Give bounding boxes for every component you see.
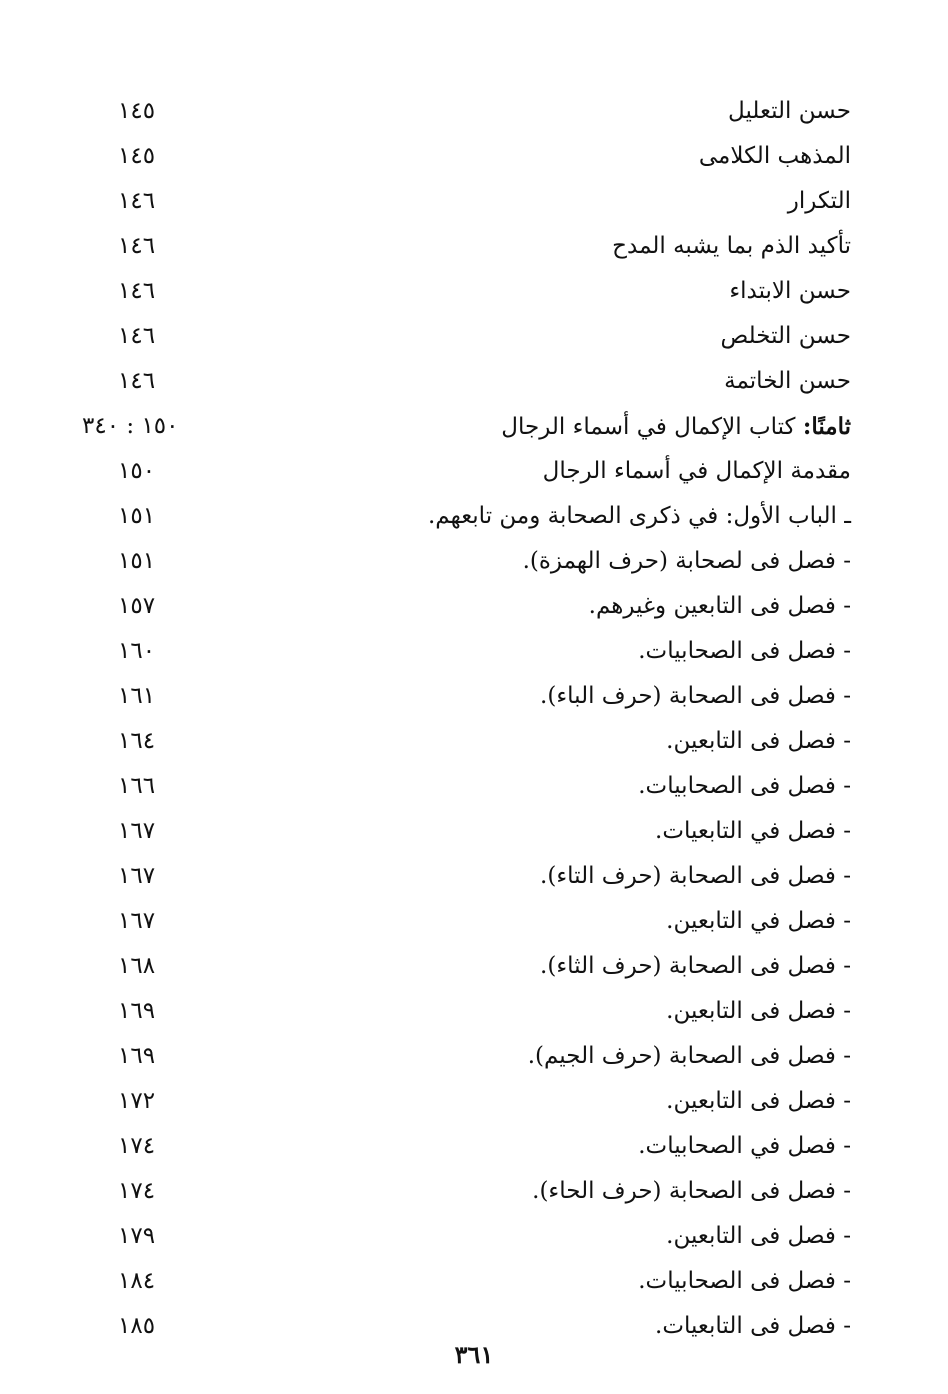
toc-entry-title: - فصل فى التابعيات.	[655, 1313, 851, 1339]
toc-entry-title: - فصل فى الصحابيات.	[638, 1268, 851, 1294]
toc-entry	[0, 947, 948, 992]
toc-entry-title: - فصل فى التابعين.	[666, 1223, 851, 1249]
toc-entry	[0, 92, 948, 137]
toc-entry	[0, 1037, 948, 1082]
toc-entry-page: ١٥١	[118, 503, 156, 529]
toc-entry-title: تأكيد الذم بما يشبه المدح	[612, 233, 851, 259]
toc-entry-page: ١٦٦	[118, 773, 156, 799]
toc-entry	[0, 317, 948, 362]
toc-section-title	[501, 413, 851, 440]
toc-entry	[0, 1082, 948, 1127]
toc-entry-title: - فصل فى الصحابة (حرف الثاء).	[540, 953, 851, 979]
toc-entry	[0, 1172, 948, 1217]
toc-entry-title: - فصل فى الصحابة (حرف الباء).	[540, 683, 851, 709]
toc-entry-title: - فصل فى لصحابة (حرف الهمزة).	[522, 548, 851, 574]
toc-entry-title: - فصل فى الصحابة (حرف التاء).	[540, 863, 851, 889]
toc-entry-title: حسن الخاتمة	[724, 368, 851, 394]
toc-entry-page: ١٨٤	[118, 1268, 156, 1294]
table-of-contents	[0, 92, 948, 1352]
toc-entry-page: ١٥٠	[118, 458, 156, 484]
page-number: ٣٦١	[454, 1340, 494, 1369]
toc-entry-title: - فصل فى الصحابة (حرف الحاء).	[532, 1178, 851, 1204]
toc-entry-title: - فصل فى التابعين.	[666, 998, 851, 1024]
toc-entry-title: المذهب الكلامى	[698, 143, 851, 169]
section-title-text: كتاب الإكمال في أسماء الرجال	[501, 414, 803, 440]
toc-entry-page: ١٦٨	[118, 953, 156, 979]
toc-entry-title: - فصل في التابعيات.	[655, 818, 851, 844]
toc-entry	[0, 632, 948, 677]
toc-entry	[0, 902, 948, 947]
toc-entry-title: - فصل فى الصحابيات.	[638, 638, 851, 664]
toc-entry	[0, 497, 948, 542]
toc-entry-page: ١٨٥	[118, 1313, 156, 1339]
toc-entry-page: ١٧٤	[118, 1133, 156, 1159]
toc-entry	[0, 1217, 948, 1262]
toc-entry	[0, 812, 948, 857]
toc-entry	[0, 992, 948, 1037]
toc-entry-page: ١٦١	[118, 683, 156, 709]
toc-entry	[0, 587, 948, 632]
toc-entry	[0, 767, 948, 812]
toc-entry-title: حسن التعليل	[728, 98, 851, 124]
toc-entry-page: ١٤٦	[118, 233, 156, 259]
toc-entry-title: - فصل في الصحابيات.	[638, 1133, 851, 1159]
toc-entry	[0, 542, 948, 587]
toc-entry-title: مقدمة الإكمال في أسماء الرجال	[542, 458, 851, 484]
toc-entry-page: ١٦٠	[118, 638, 156, 664]
toc-entry-page: ١٧٢	[118, 1088, 156, 1114]
toc-entry	[0, 272, 948, 317]
toc-entry-title: حسن الابتداء	[729, 278, 851, 304]
toc-entry	[0, 1127, 948, 1172]
toc-entry-page: ١٤٥	[118, 98, 156, 124]
toc-entry-page: ١٤٦	[118, 368, 156, 394]
toc-entry-title: - فصل فى التابعين وغيرهم.	[588, 593, 851, 619]
toc-entry-page: ١٧٤	[118, 1178, 156, 1204]
toc-section-heading	[0, 407, 948, 452]
toc-entry	[0, 137, 948, 182]
toc-entry-page: ١٤٦	[118, 188, 156, 214]
toc-entry-title: التكرار	[787, 188, 851, 214]
toc-entry	[0, 677, 948, 722]
toc-entry-page: ١٥٧	[118, 593, 156, 619]
toc-entry	[0, 452, 948, 497]
toc-entry-title: - فصل فى التابعين.	[666, 1088, 851, 1114]
toc-section-page-range: ١٥٠ : ٣٤٠	[82, 413, 179, 439]
toc-entry-title: - فصل في التابعين.	[666, 908, 851, 934]
toc-entry-page: ١٦٧	[118, 863, 156, 889]
toc-entry-page: ١٦٤	[118, 728, 156, 754]
toc-entry-page: ١٤٦	[118, 278, 156, 304]
toc-entry-title: - فصل فى التابعين.	[666, 728, 851, 754]
toc-entry-title: حسن التخلص	[720, 323, 851, 349]
section-ordinal: ثامنًا:	[802, 413, 851, 440]
toc-entry-page: ١٤٦	[118, 323, 156, 349]
toc-entry	[0, 362, 948, 407]
toc-entry-page: ١٦٧	[118, 818, 156, 844]
toc-entry-title: - فصل فى الصحابيات.	[638, 773, 851, 799]
toc-entry-title: ـ الباب الأول: في ذكرى الصحابة ومن تابعهم.	[427, 503, 851, 529]
toc-entry	[0, 227, 948, 272]
toc-entry	[0, 1262, 948, 1307]
toc-entry-page: ١٦٩	[118, 998, 156, 1024]
toc-entry-page: ١٥١	[118, 548, 156, 574]
toc-entry-title: - فصل فى الصحابة (حرف الجيم).	[527, 1043, 851, 1069]
toc-entry	[0, 722, 948, 767]
toc-entry	[0, 182, 948, 227]
toc-entry-page: ١٤٥	[118, 143, 156, 169]
toc-entry-page: ١٧٩	[118, 1223, 156, 1249]
toc-entry	[0, 857, 948, 902]
toc-entry-page: ١٦٧	[118, 908, 156, 934]
toc-entry-page: ١٦٩	[118, 1043, 156, 1069]
